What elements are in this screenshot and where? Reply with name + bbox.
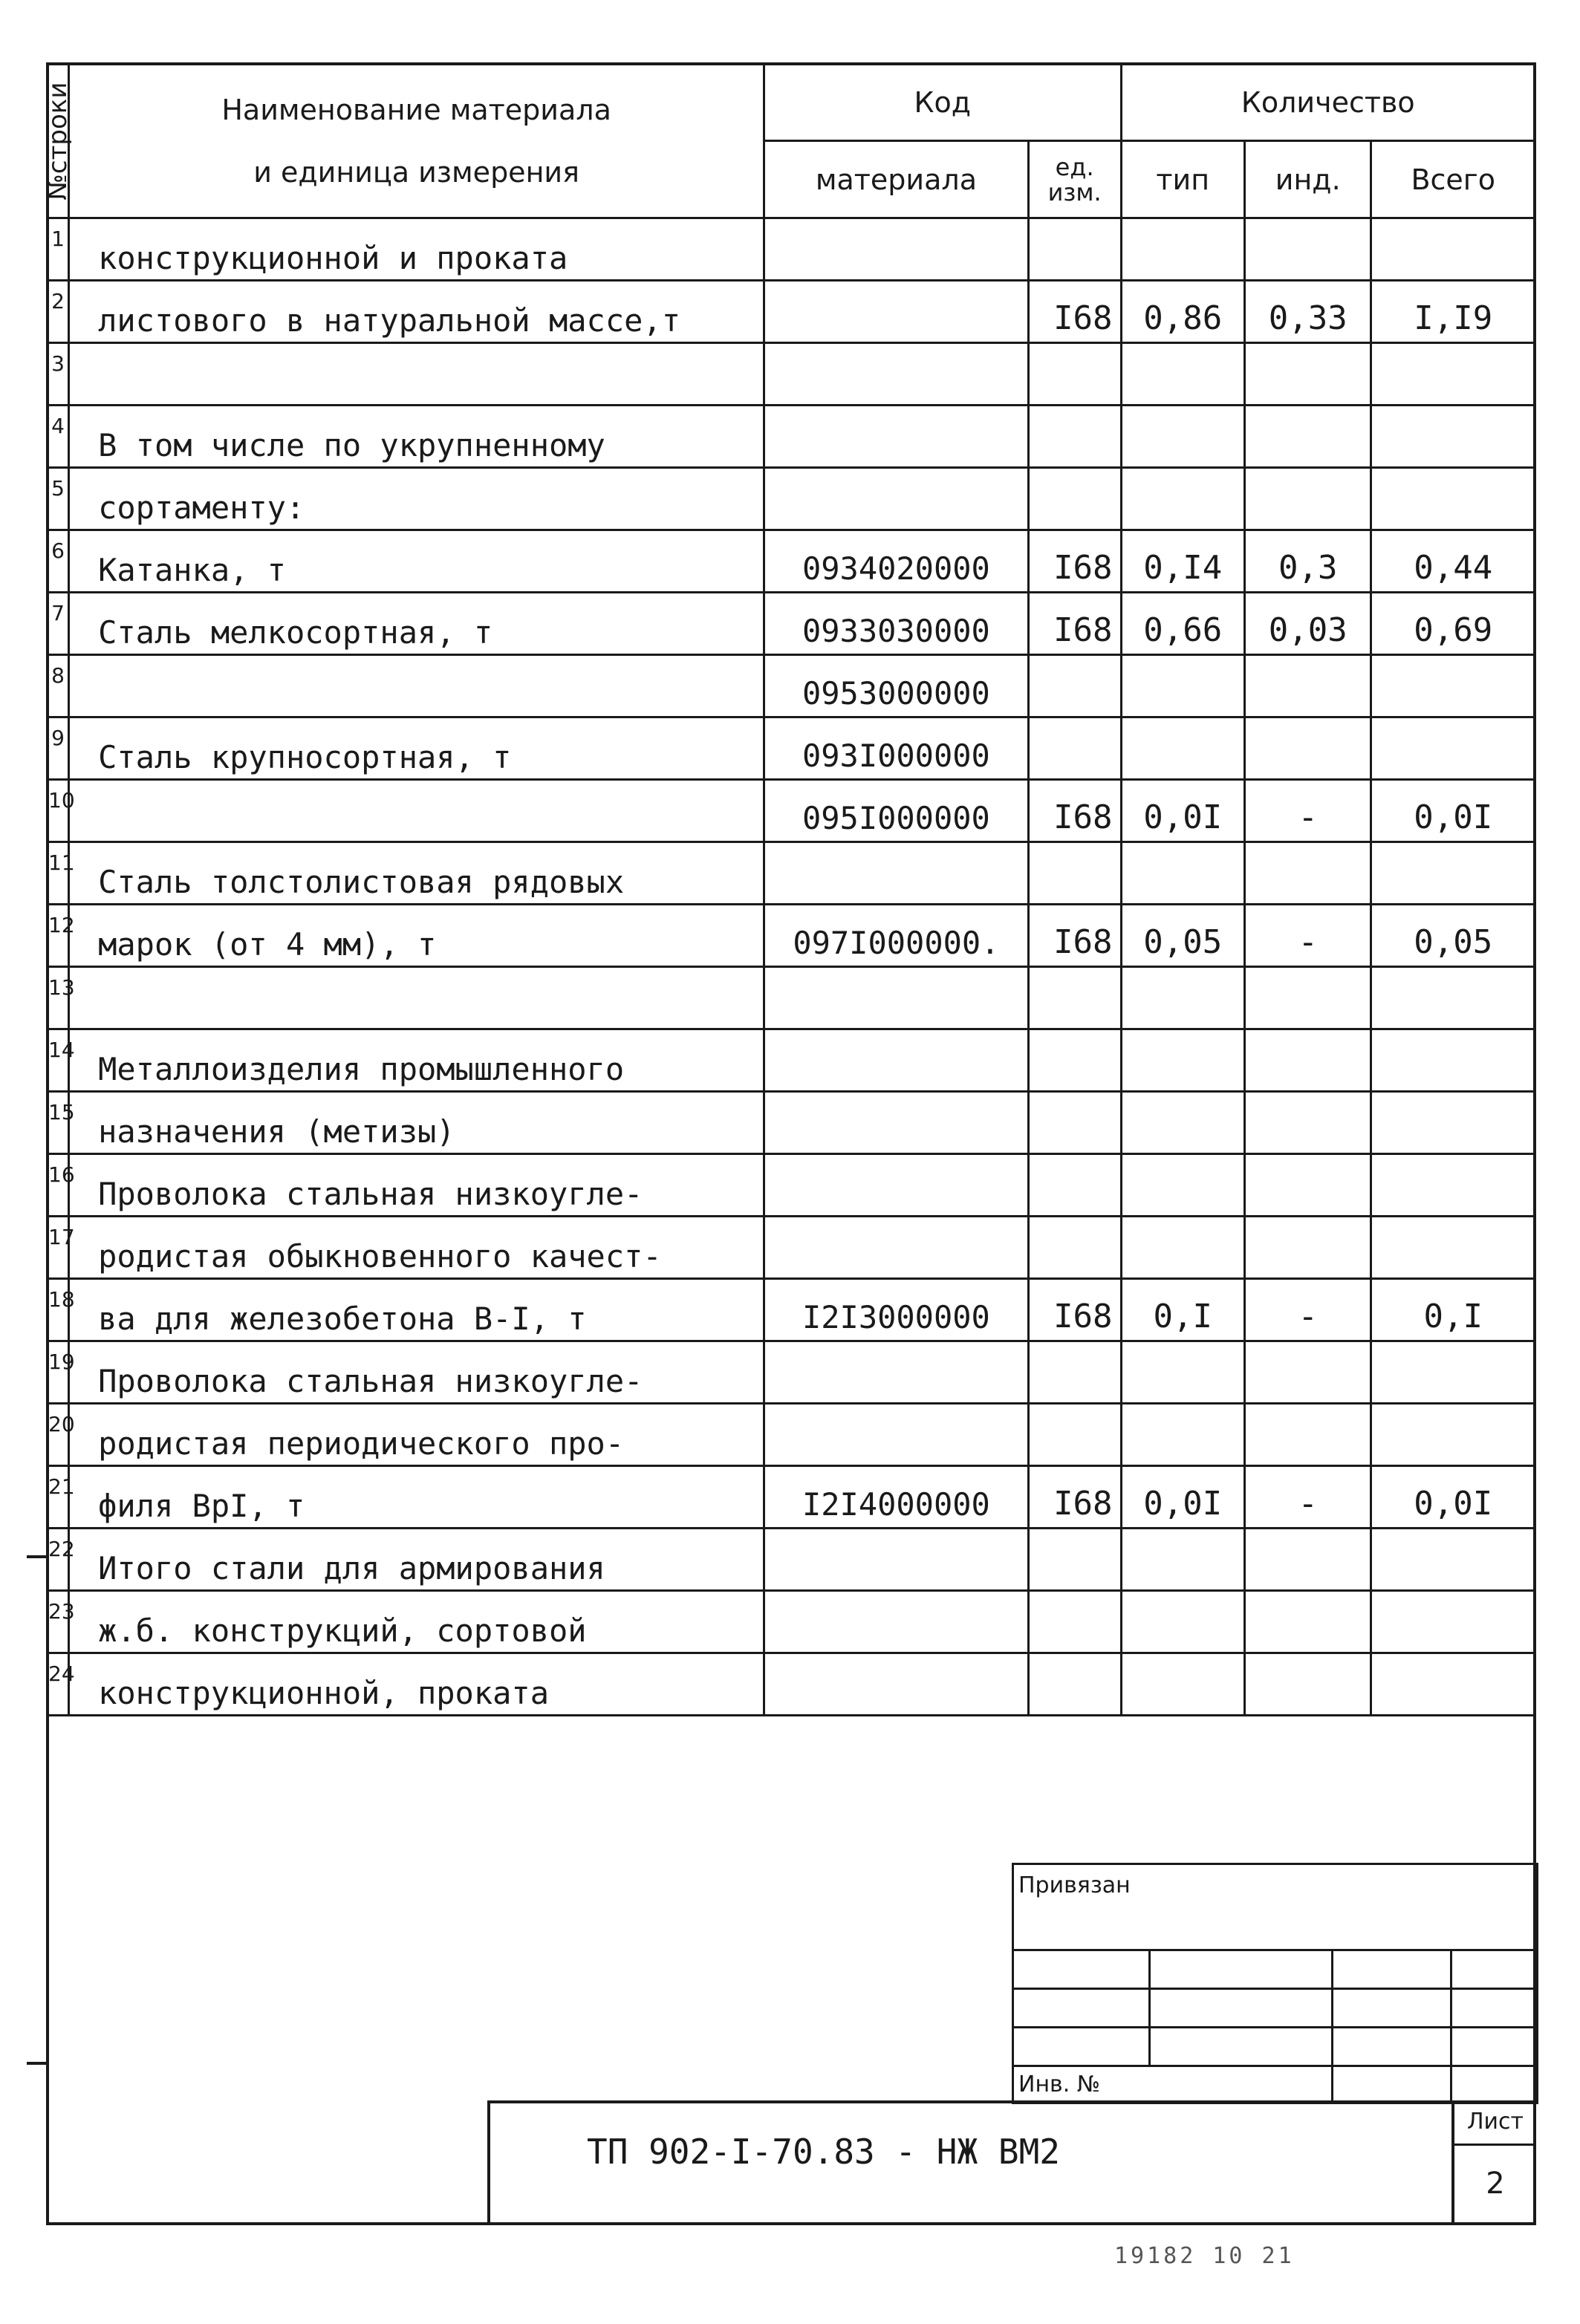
inventory-number-label: Инв. № [1013,2066,1333,2103]
material-name: Проволока стальная низкоугле- [69,1154,764,1217]
sheet-box [1451,2100,1536,2225]
quantity-type: 0,0I [1121,780,1244,842]
row-number: 1 [48,218,69,281]
quantity-total: 0,05 [1371,905,1535,967]
quantity-type: 0,0I [1121,1466,1244,1529]
quantity-type: 0,I [1121,1279,1244,1341]
linked-label: Привязан [1013,1864,1538,1950]
quantity-total: I,I9 [1371,281,1535,343]
sheet-label: Лист [1454,2100,1536,2146]
material-name: Итого стали для армирования [69,1529,764,1591]
quantity-type: 0,66 [1121,593,1244,655]
row-number: 13 [48,967,69,1029]
document-designation: ТП 902-I-70.83 - НЖ ВМ2 [587,2132,1060,2172]
header-name: Наименование материала и единица измерения [69,64,764,218]
row-number: 9 [48,717,69,780]
row-number: 5 [48,468,69,530]
material-name: листового в натуральной массе,т [69,281,764,343]
quantity-individual: 0,03 [1244,593,1371,655]
row-number: 8 [48,655,69,717]
material-name: марок (от 4 мм), т [69,905,764,967]
archive-number: 19182 10 21 [1114,2243,1295,2269]
row-number: 17 [48,1217,69,1279]
unit-code: I68 [1028,281,1121,343]
row-number: 23 [48,1591,69,1653]
quantity-individual: - [1244,1279,1371,1341]
material-code: 0933030000 [764,593,1029,655]
margin-tick [27,2062,48,2065]
material-name: сортаменту: [69,468,764,530]
quantity-total: 0,0I [1371,1466,1535,1529]
material-code: 0953000000 [764,655,1029,717]
header-code-material: материала [764,141,1029,218]
row-number: 16 [48,1154,69,1217]
header-qty-total: Всего [1371,141,1535,218]
material-name: филя ВрI, т [69,1466,764,1529]
header-row-number: №строки [48,64,69,218]
material-code: I2I4000000 [764,1466,1029,1529]
material-name: В том числе по укрупненному [69,406,764,468]
row-number: 24 [48,1653,69,1716]
material-name: Сталь толстолистовая рядовых [69,842,764,905]
quantity-total: 0,I [1371,1279,1535,1341]
header-quantity: Количество [1121,64,1535,141]
linked-stamp [1012,1863,1538,2104]
row-number: 2 [48,281,69,343]
unit-code: I68 [1028,530,1121,593]
material-name: родистая обыкновенного качест- [69,1217,764,1279]
material-code: 093I000000 [764,717,1029,780]
material-name: Проволока стальная низкоугле- [69,1341,764,1404]
row-number: 14 [48,1029,69,1092]
material-code: 097I000000. [764,905,1029,967]
material-code: 095I000000 [764,780,1029,842]
material-name: Катанка, т [69,530,764,593]
row-number: 20 [48,1404,69,1466]
row-number: 18 [48,1279,69,1341]
unit-code: I68 [1028,1466,1121,1529]
unit-code: I68 [1028,780,1121,842]
material-name: ж.б. конструкций, сортовой [69,1591,764,1653]
row-number: 15 [48,1092,69,1154]
material-name: родистая периодического про- [69,1404,764,1466]
material-name: конструкционной, проката [69,1653,764,1716]
row-number: 10 [48,780,69,842]
quantity-individual: 0,3 [1244,530,1371,593]
header-code-unit: ед. изм. [1028,141,1121,218]
unit-code: I68 [1028,905,1121,967]
row-number: 11 [48,842,69,905]
quantity-total: 0,69 [1371,593,1535,655]
row-number: 21 [48,1466,69,1529]
quantity-individual: 0,33 [1244,281,1371,343]
material-code: I2I3000000 [764,1279,1029,1341]
row-number: 22 [48,1529,69,1591]
row-number: 4 [48,406,69,468]
quantity-individual: - [1244,1466,1371,1529]
quantity-type: 0,I4 [1121,530,1244,593]
material-name: Металлоизделия промышленного [69,1029,764,1092]
material-name: Сталь мелкосортная, т [69,593,764,655]
row-number: 12 [48,905,69,967]
row-number: 19 [48,1341,69,1404]
row-number: 3 [48,343,69,406]
quantity-individual: - [1244,780,1371,842]
material-name: Сталь крупносортная, т [69,717,764,780]
row-number: 7 [48,593,69,655]
header-qty-ind: инд. [1244,141,1371,218]
material-name: конструкционной и проката [69,218,764,281]
row-number: 6 [48,530,69,593]
header-code: Код [764,64,1121,141]
quantity-total: 0,0I [1371,780,1535,842]
header-qty-type: тип [1121,141,1244,218]
quantity-type: 0,86 [1121,281,1244,343]
unit-code: I68 [1028,1279,1121,1341]
quantity-type: 0,05 [1121,905,1244,967]
material-name: назначения (метизы) [69,1092,764,1154]
quantity-individual: - [1244,905,1371,967]
quantity-total: 0,44 [1371,530,1535,593]
material-name: ва для железобетона В-I, т [69,1279,764,1341]
margin-tick [27,1555,48,1558]
sheet-number: 2 [1486,2167,1505,2201]
unit-code: I68 [1028,593,1121,655]
material-code: 0934020000 [764,530,1029,593]
